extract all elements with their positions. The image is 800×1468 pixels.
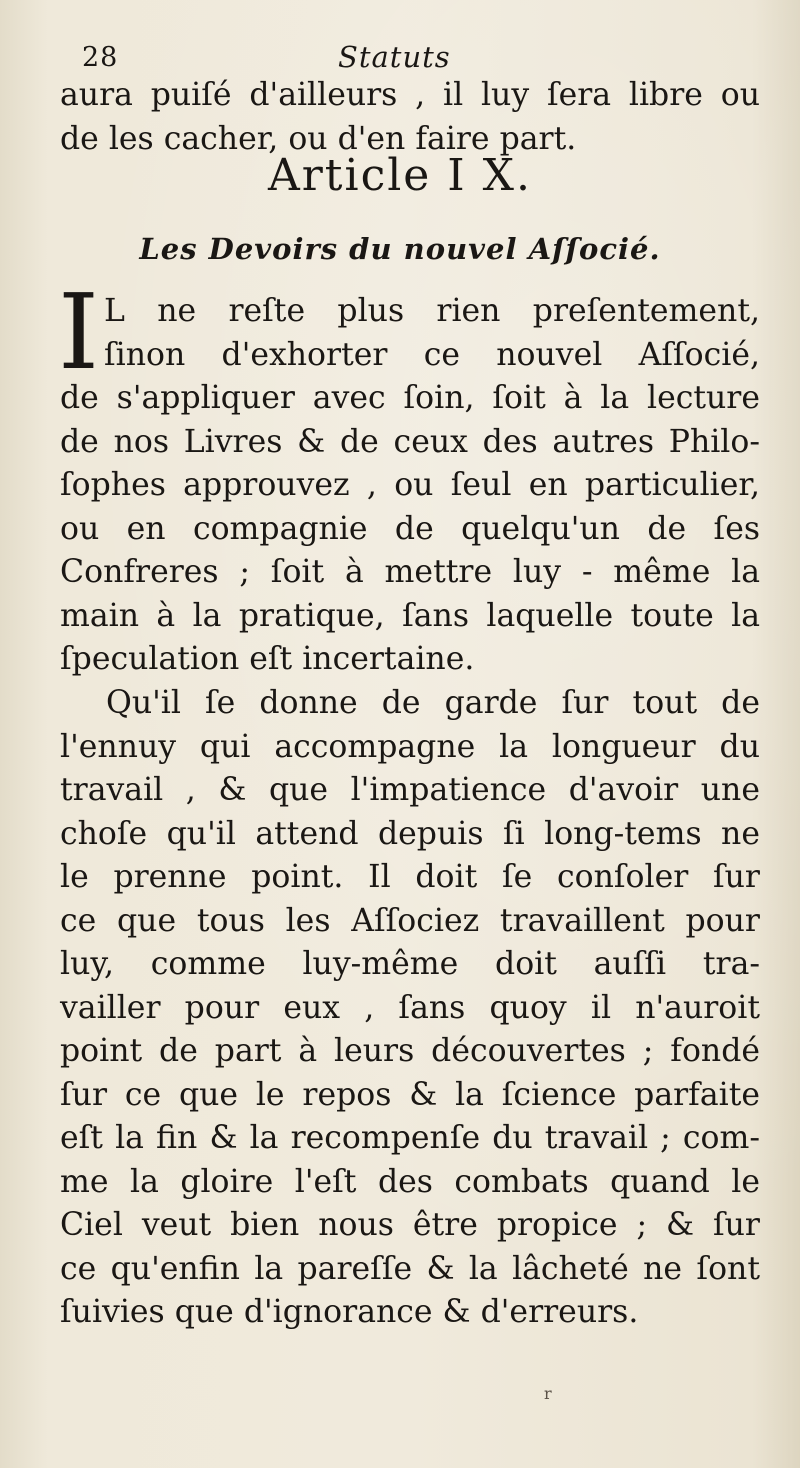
text-line: ſuivies que d'ignorance & d'erreurs. <box>60 1294 639 1330</box>
article-subtitle: Les Devoirs du nouvel Aſſocié. <box>139 232 661 266</box>
continuation-text <box>60 74 760 161</box>
text-line: main à la pratique, ſans laquelle toute la <box>60 597 760 634</box>
text-line: de nos Livres & de ceux des autres Philo- <box>60 423 760 460</box>
text-line: L ne reſte plus rien preſentement, <box>104 293 760 329</box>
text-line: l'ennuy qui accompagne la longueur du <box>60 728 760 765</box>
paragraph-1 <box>60 290 760 682</box>
text-line: ſinon d'exhorter ce nouvel Aſſocié, <box>104 336 760 373</box>
text-line: Ciel veut bien nous être propice ; & ſur <box>60 1207 760 1243</box>
text-line: ce que tous les Aſſociez travaillent pour <box>60 902 760 939</box>
text-line: ſur ce que le repos & la ſcience parfaite <box>60 1076 760 1113</box>
text-line: choſe qu'il attend depuis ſi long-tems ne <box>60 815 760 852</box>
article-title: Article I X. <box>268 150 532 201</box>
text-line: ou en compagnie de quelqu'un de ſes <box>60 510 760 547</box>
text-line: Qu'il ſe donne de garde ſur tout de <box>106 685 760 721</box>
text-line: le prenne point. Il doit ſe conſoler ſur <box>60 859 760 895</box>
text-line: ſpeculation eſt incertaine. <box>60 641 475 677</box>
text-line: vailler pour eux , ſans quoy il n'auroit <box>60 989 760 1026</box>
text-line: aura puiſé d'ailleurs , il luy ſera libre ou <box>60 77 760 113</box>
running-title: Statuts <box>338 40 451 74</box>
text-line: de s'appliquer avec ſoin, ſoit à la lecture <box>60 380 760 416</box>
text-line: ſophes approuvez , ou ſeul en particulier, <box>60 467 760 503</box>
text-line: travail , & que l'impatience d'avoir une <box>60 772 760 808</box>
signature-mark: r <box>544 1384 552 1403</box>
text-line: de les cacher, ou d'en faire part. <box>60 120 577 157</box>
page-number: 28 <box>82 42 119 73</box>
text-line: luy, comme luy-même doit auſſi tra- <box>60 946 760 982</box>
text-line: Confreres ; ſoit à mettre luy - même la <box>60 554 760 590</box>
running-head <box>0 38 800 78</box>
text-line: ce qu'enfin la pareſſe & la lâcheté ne ſont <box>60 1250 760 1287</box>
text-line: point de part à leurs découvertes ; fondé <box>60 1033 760 1069</box>
drop-cap: I <box>58 271 100 393</box>
paragraph-2 <box>60 682 760 1335</box>
text-line: eſt la fin & la recompenſe du travail ; com- <box>60 1120 760 1156</box>
text-line: me la gloire l'eſt des combats quand le <box>60 1163 760 1200</box>
